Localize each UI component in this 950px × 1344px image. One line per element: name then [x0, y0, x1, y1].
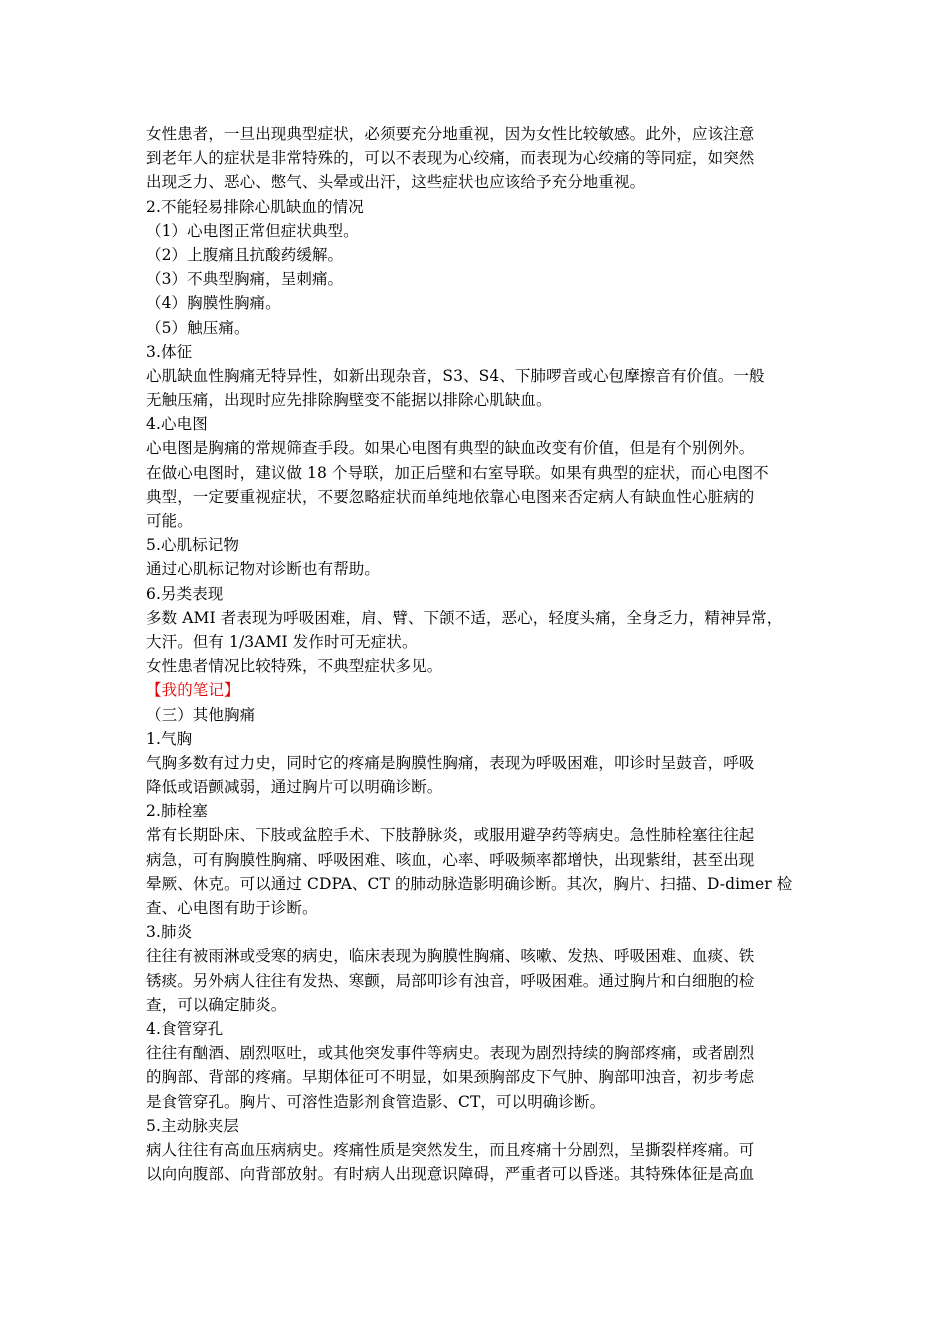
- section-heading: 5.心肌标记物: [146, 536, 239, 555]
- text-line: 查、心电图有助于诊断。: [146, 899, 318, 917]
- section-heading: 1.气胸: [146, 729, 193, 748]
- text-line: 多数 AMI 者表现为呼吸困难，肩、臂、下颌不适，恶心，轻度头痛，全身乏力，精神异常，: [146, 608, 783, 627]
- text-line: 气胸多数有过力史，同时它的疼痛是胸膜性胸痛，表现为呼吸困难，叩诊时呈鼓音，呼吸: [146, 753, 755, 772]
- text-line: 到老年人的症状是非常特殊的，可以不表现为心绞痛，而表现为心绞痛的等同症，如突然: [146, 149, 755, 168]
- list-item: （5）触压痛。: [146, 318, 250, 337]
- text-line: 大汗。但有 1/3AMI 发作时可无症状。: [146, 632, 418, 651]
- section-heading: 3.体征: [146, 342, 193, 361]
- text-line: 心肌缺血性胸痛无特异性，如新出现杂音，S3、S4、下肺啰音或心包摩擦音有价值。一般: [146, 366, 765, 385]
- list-item: （1）心电图正常但症状典型。: [146, 221, 359, 240]
- text-line: 以向向腹部、向背部放射。有时病人出现意识障碍，严重者可以昏迷。其特殊体征是高血: [146, 1165, 755, 1184]
- text-line: 在做心电图时，建议做 18 个导联，加正后壁和右室导联。如果有典型的症状，而心电图不: [146, 463, 769, 482]
- section-heading: （三）其他胸痛: [146, 705, 256, 724]
- section-heading: 2.不能轻易排除心肌缺血的情况: [146, 197, 364, 216]
- section-heading: 6.另类表现: [146, 584, 224, 603]
- text-line: 查，可以确定肺炎。: [146, 995, 287, 1014]
- text-line: 常有长期卧床、下肢或盆腔手术、下肢静脉炎，或服用避孕药等病史。急性肺栓塞往往起: [146, 826, 755, 845]
- text-line: 通过心肌标记物对诊断也有帮助。: [146, 560, 381, 579]
- text-line: 往往有酗酒、剧烈呕吐，或其他突发事件等病史。表现为剧烈持续的胸部疼痛，或者剧烈: [146, 1044, 755, 1063]
- list-item: （3）不典型胸痛，呈刺痛。: [146, 270, 344, 289]
- text-line: 女性患者情况比较特殊，不典型症状多见。: [146, 657, 443, 676]
- text-line: 出现乏力、恶心、憋气、头晕或出汗，这些症状也应该给予充分地重视。: [146, 173, 646, 192]
- text-line: 可能。: [146, 512, 193, 530]
- text-line: 无触压痛，出现时应先排除胸壁变不能据以排除心肌缺血。: [146, 391, 552, 410]
- section-heading: 2.肺栓塞: [146, 802, 208, 821]
- text-line: 降低或语颤减弱，通过胸片可以明确诊断。: [146, 778, 443, 797]
- list-item: （2）上腹痛且抗酸药缓解。: [146, 245, 344, 264]
- document-page: [146, 122, 814, 1186]
- text-line: 病人往往有高血压病病史。疼痛性质是突然发生，而且疼痛十分剧烈，呈撕裂样疼痛。可: [146, 1140, 755, 1159]
- text-line: 锈痰。另外病人往往有发热、寒颤，局部叩诊有浊音，呼吸困难。通过胸片和白细胞的检: [146, 971, 755, 990]
- text-line: 女性患者，一旦出现典型症状，必须要充分地重视，因为女性比较敏感。此外，应该注意: [146, 125, 755, 143]
- text-line: 晕厥、休克。可以通过 CDPA、CT 的肺动脉造影明确诊断。其次，胸片、扫描、D-dimer 检: [146, 874, 793, 893]
- section-heading: 4.食管穿孔: [146, 1019, 224, 1038]
- text-line: 病急，可有胸膜性胸痛、呼吸困难、咳血，心率、呼吸频率都增快，出现紫绀，甚至出现: [146, 850, 755, 869]
- section-heading: 5.主动脉夹层: [146, 1116, 239, 1135]
- my-notes-label: 【我的笔记】: [146, 681, 240, 700]
- text-line: 往往有被雨淋或受寒的病史，临床表现为胸膜性胸痛、咳嗽、发热、呼吸困难、血痰、铁: [146, 947, 755, 966]
- section-heading: 4.心电图: [146, 415, 208, 434]
- section-heading: 3.肺炎: [146, 923, 193, 942]
- text-line: 心电图是胸痛的常规筛查手段。如果心电图有典型的缺血改变有价值，但是有个别例外。: [146, 439, 755, 458]
- text-line: 的胸部、背部的疼痛。早期体征可不明显，如果颈胸部皮下气肿、胸部叩浊音，初步考虑: [146, 1068, 755, 1087]
- list-item: （4）胸膜性胸痛。: [146, 294, 281, 313]
- text-line: 是食管穿孔。胸片、可溶性造影剂食管造影、CT，可以明确诊断。: [146, 1092, 606, 1111]
- text-line: 典型，一定要重视症状，不要忽略症状而单纯地依靠心电图来否定病人有缺血性心脏病的: [146, 487, 755, 506]
